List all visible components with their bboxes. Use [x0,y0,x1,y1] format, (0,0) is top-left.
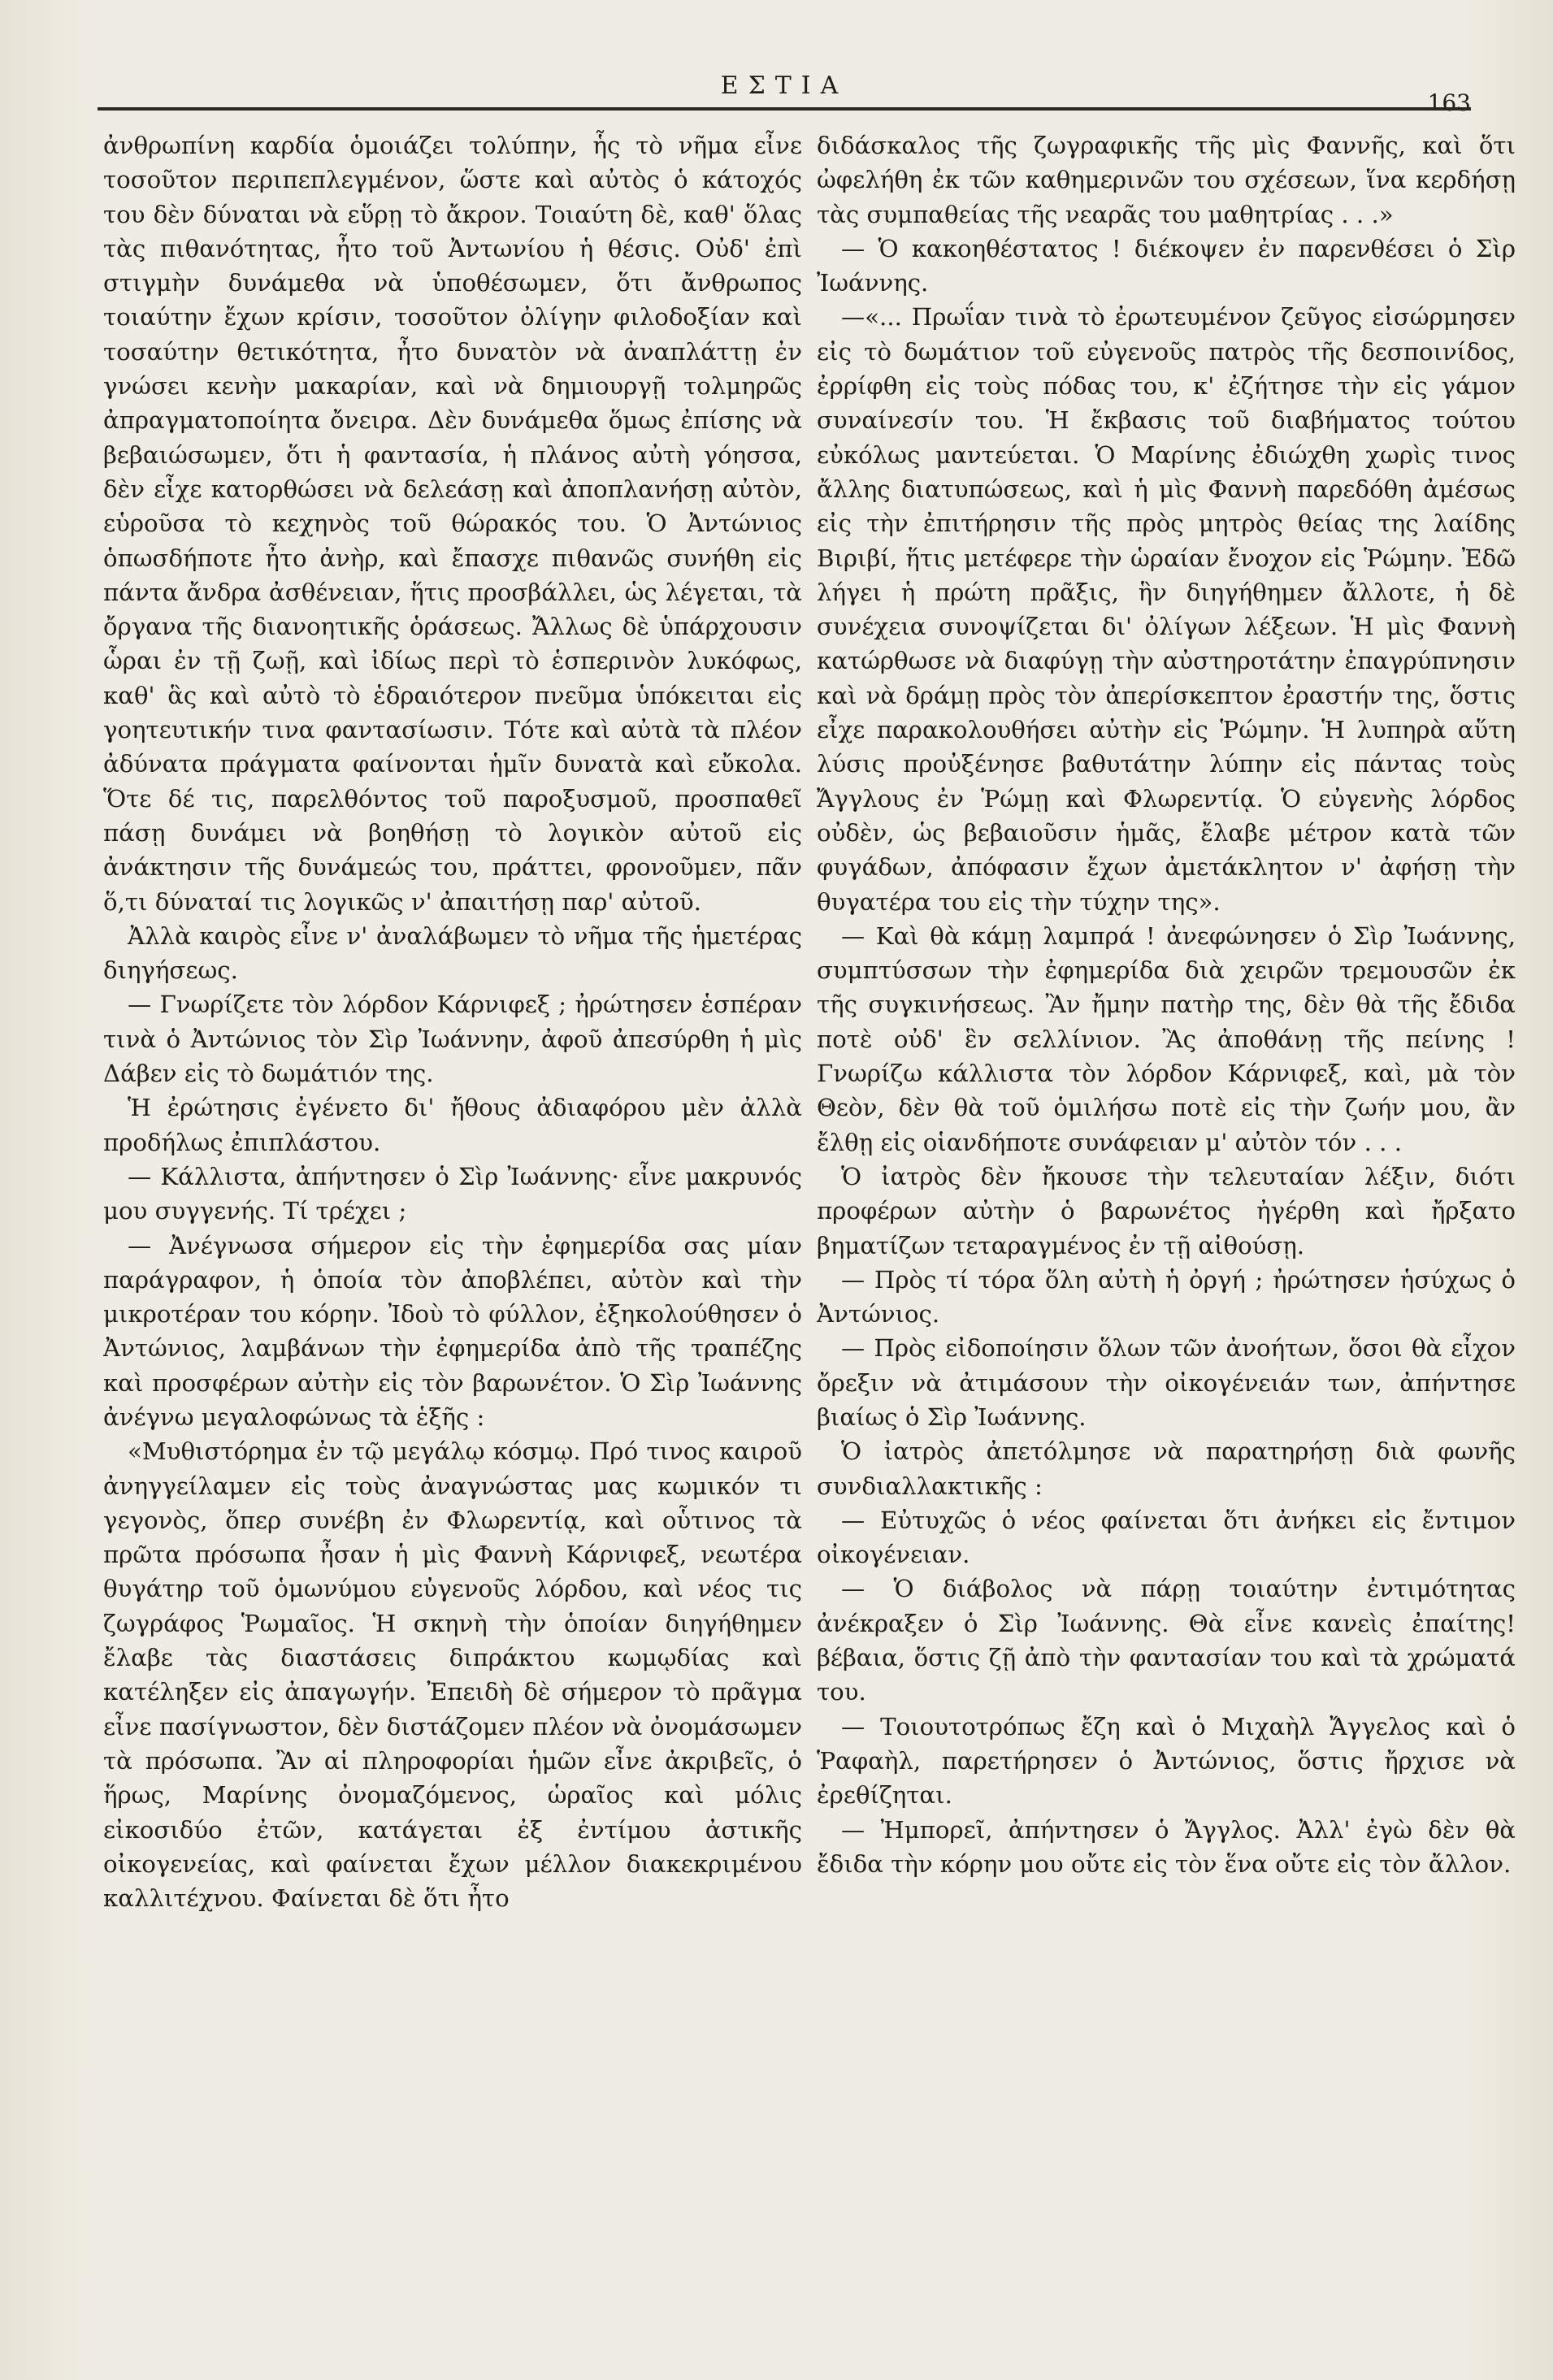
dialogue-paragraph: — Εὐτυχῶς ὁ νέος φαίνεται ὅτι ἀνήκει εἰς ἔντιμον οἰκογένειαν. [817,1506,1516,1569]
running-title: ΕΣΤΙΑ [720,72,848,100]
paragraph: Ὁ ἰατρὸς δὲν ἤκουσε τὴν τελευταίαν λέξιν, διότι προφέρων αὐτὴν ὁ βαρωνέτος ἠγέρθη καὶ ἤρξατο βηματίζων τεταραγμένος ἐν τῇ αἰθούσῃ. [817,1162,1516,1259]
dialogue-paragraph: — Ἠμπορεῖ, ἀπήντησεν ὁ Ἄγγλος. Ἀλλ' ἐγὼ δὲν θὰ ἔδιδα τὴν κόρην μου οὔτε εἰς τὸν ἕνα οὔτε εἰς τὸν ἄλλον. [817,1815,1516,1878]
paragraph: Ἡ ἐρώτησις ἐγένετο δι' ἤθους ἀδιαφόρου μὲν ἀλλὰ προδήλως ἐπιπλάστου. [103,1094,802,1156]
left-column [103,128,802,2355]
dialogue-paragraph: — Γνωρίζετε τὸν λόρδον Κάρνιφεξ ; ἠρώτησεν ἑσπέραν τινὰ ὁ Ἀντώνιος τὸν Σὶρ Ἰωάννην, ἀφοῦ ἀπεσύρθη ἡ μὶς Δάβεν εἰς τὸ δωμάτιόν της. [103,991,802,1088]
paragraph: Ἀλλὰ καιρὸς εἶνε ν' ἀναλάβωμεν τὸ νῆμα τῆς ἡμετέρας διηγήσεως. [103,921,802,985]
dialogue-paragraph: — Πρὸς εἰδοποίησιν ὅλων τῶν ἀνοήτων, ὅσοι θὰ εἶχον ὄρεξιν νὰ ἀτιμάσουν τὴν οἰκογένειάν των, ἀπήντησε βιαίως ὁ Σὶρ Ἰωάννης. [817,1334,1516,1431]
dialogue-paragraph: — Πρὸς τί τόρα ὅλη αὐτὴ ἡ ὀργή ; ἠρώτησεν ἡσύχως ὁ Ἀντώνιος. [817,1265,1516,1329]
page-number: 163 [1427,89,1471,116]
dialogue-paragraph: — Τοιουτοτρόπως ἔζη καὶ ὁ Μιχαὴλ Ἄγγελος καὶ ὁ Ῥαφαὴλ, παρετήρησεν ὁ Ἀντώνιος, ὅστις ἤρχισε νὰ ἐρεθίζηται. [817,1712,1516,1810]
dialogue-paragraph: — Ἀνέγνωσα σήμερον εἰς τὴν ἐφημερίδα σας μίαν παράγραφον, ἡ ὁποία τὸν ἀποβλέπει, αὐτὸν καὶ τὴν μικροτέραν του κόρην. Ἰδοὺ τὸ φύλλον, ἐξηκολούθησεν ὁ Ἀντώνιος, λαμβάνων τὴν ἐφημερίδα ἀπὸ τῆς τραπέζης καὶ προσφέρων αὐτὴν εἰς τὸν βαρωνέτον. Ὁ Σὶρ Ἰωάννης ἀνέγνω μεγαλοφώνως τὰ ἑξῆς : [103,1231,802,1431]
paragraph: Ὁ ἰατρὸς ἀπετόλμησε νὰ παρατηρήσῃ διὰ φωνῆς συνδιαλλακτικῆς : [817,1437,1516,1500]
dialogue-paragraph: — Ὁ κακοηθέστατος ! διέκοψεν ἐν παρενθέσει ὁ Σὶρ Ἰωάννης. [817,234,1516,297]
page-header [98,72,1471,120]
dialogue-paragraph: — Ὁ διάβολος νὰ πάρῃ τοιαύτην ἐντιμότητας ἀνέκραξεν ὁ Σὶρ Ἰωάννης. Θὰ εἶνε κανεὶς ἐπαίτης! βέβαια, ὅστις ζῇ ἀπὸ τὴν φαντασίαν του καὶ τὰ χρώματά του. [817,1575,1516,1706]
header-rule [98,107,1471,111]
paragraph: ἀνθρωπίνη καρδία ὁμοιάζει τολύπην, ἧς τὸ νῆμα εἶνε τοσοῦτον περιπεπλεγμένον, ὥστε καὶ αὐτὸς ὁ κάτοχός του δὲν δύναται νὰ εὕρῃ τὸ ἄκρον. Τοιαύτη δὲ, καθ' ὅλας τὰς πιθανότητας, ἦτο τοῦ Ἀντωνίου ἡ θέσις. Οὐδ' ἐπὶ στιγμὴν δυνάμεθα νὰ ὑποθέσωμεν, ὅτι ἄνθρωπος τοιαύτην ἔχων κρίσιν, τοσοῦτον ὀλίγην φιλοδοξίαν καὶ τοσαύτην θετικότητα, ἦτο δυνατὸν νὰ ἀναπλάττῃ ἐν γνώσει κενὴν μακαρίαν, καὶ νὰ δημιουργῇ τολμηρῶς ἀπραγματοποίητα ὄνειρα. Δὲν δυνάμεθα ὅμως ἐπίσης νὰ βεβαιώσωμεν, ὅτι ἡ φαντασία, ἡ πλάνος αὐτὴ γόησσα, δὲν εἶχε κατορθώσει νὰ δελεάσῃ καὶ ἀποπλανήσῃ αὐτὸν, εὑροῦσα τὸ κεχηνὸς τοῦ θώρακός του. Ὁ Ἀντώνιος ὁπωσδήποτε ἦτο ἀνὴρ, καὶ ἔπασχε πιθανῶς συνήθη εἰς πάντα ἄνδρα ἀσθένειαν, ἥτις προσβάλλει, ὡς λέγεται, τὰ ὄργανα τῆς διανοητικῆς ὁράσεως. Ἄλλως δὲ ὑπάρχουσιν ὧραι ἐν τῇ ζωῇ, καὶ ἰδίως περὶ τὸ ἑσπερινὸν λυκόφως, καθ' ἃς καὶ αὐτὸ τὸ ἑδραιότερον πνεῦμα ὑπόκειται εἰς γοητευτικήν τινα φαντασίωσιν. Τότε καὶ αὐτὰ τὰ πλέον ἀδύνατα πράγματα φαίνονται ἡμῖν δυνατὰ καὶ εὔκολα. Ὅτε δέ τις, παρελθόντος τοῦ παροξυσμοῦ, προσπαθεῖ πάσῃ δυνάμει νὰ βοηθήσῃ τὸ λογικὸν αὐτοῦ εἰς ἀνάκτησιν τῆς δυνάμεώς του, πράττει, φρονοῦμεν, πᾶν ὅ,τι δύναταί τις λογικῶς ν' ἀπαιτήσῃ παρ' αὐτοῦ. [103,132,802,916]
right-column [817,128,1516,2355]
dialogue-paragraph: — Κάλλιστα, ἀπήντησεν ὁ Σὶρ Ἰωάννης· εἶνε μακρυνός μου συγγενής. Τί τρέχει ; [103,1162,802,1225]
quoted-article-paragraph: —«... Πρωΐαν τινὰ τὸ ἐρωτευμένον ζεῦγος εἰσώρμησεν εἰς τὸ δωμάτιον τοῦ εὐγενοῦς πατρὸς τῆς δεσποινίδος, ἐρρίφθη εἰς τοὺς πόδας του, κ' ἐζήτησε τὴν εἰς γάμον συναίνεσίν του. Ἡ ἔκβασις τοῦ διαβήματος τούτου εὐκόλως μαντεύεται. Ὁ Μαρίνης ἐδιώχθη χωρὶς τινος ἄλλης διατυπώσεως, καὶ ἡ μὶς Φαννὴ παρεδόθη ἀμέσως εἰς τὴν ἐπιτήρησιν τῆς πρὸς μητρὸς θείας της λαίδης Βιριβί, ἥτις μετέφερε τὴν ὡραίαν ἔνοχον εἰς Ῥώμην. Ἐδῶ λήγει ἡ πρώτη πρᾶξις, ἣν διηγήθημεν ἄλλοτε, ἡ δὲ συνέχεια συνοψίζεται δι' ὀλίγων λέξεων. Ἡ μὶς Φαννὴ κατώρθωσε νὰ διαφύγῃ τὴν αὐστηροτάτην ἐπαγρύπνησιν καὶ νὰ δράμῃ πρὸς τὸν ἀπερίσκεπτον ἐραστήν της, ὅστις εἶχε παρακολουθήσει αὐτὴν εἰς Ῥώμην. Ἡ λυπηρὰ αὕτη λύσις προὐξένησε βαθυτάτην λύπην εἰς πάντας τοὺς Ἄγγλους ἐν Ῥώμῃ καὶ Φλωρεντίᾳ. Ὁ εὐγενὴς λόρδος οὐδὲν, ὡς βεβαιοῦσιν ἡμᾶς, ἔλαβε μέτρον κατὰ τῶν φυγάδων, ἀπόφασιν ἔχων ἀμετάκλητον ν' ἀφήσῃ τὴν θυγατέρα του εἰς τὴν τύχην της». [817,303,1516,916]
dialogue-paragraph: — Καὶ θὰ κάμῃ λαμπρά ! ἀνεφώνησεν ὁ Σὶρ Ἰωάννης, συμπτύσσων τὴν ἐφημερίδα διὰ χειρῶν τρεμουσῶν ἐκ τῆς συγκινήσεως. Ἂν ἤμην πατὴρ της, δὲν θὰ τῆς ἔδιδα ποτὲ οὐδ' ἓν σελλίνιον. Ἂς ἀποθάνῃ τῆς πείνης ! Γνωρίζω κάλλιστα τὸν λόρδον Κάρνιφεξ, καὶ, μὰ τὸν Θεὸν, δὲν θὰ τοῦ ὁμιλήσω ποτὲ εἰς τὴν ζωήν μου, ἂν ἔλθῃ εἰς οἱανδήποτε συνάφειαν μ' αὐτὸν τόν . . . [817,921,1516,1156]
quoted-article-paragraph: «Μυθιστόρημα ἐν τῷ μεγάλῳ κόσμῳ. Πρό τινος καιροῦ ἀνηγγείλαμεν εἰς τοὺς ἀναγνώστας μας κωμικόν τι γεγονὸς, ὅπερ συνέβη ἐν Φλωρεντίᾳ, καὶ οὗτινος τὰ πρῶτα πρόσωπα ἦσαν ἡ μὶς Φαννὴ Κάρνιφεξ, νεωτέρα θυγάτηρ τοῦ ὁμωνύμου εὐγενοῦς λόρδου, καὶ νέος τις ζωγράφος Ῥωμαῖος. Ἡ σκηνὴ τὴν ὁποίαν διηγήθημεν ἔλαβε τὰς διαστάσεις διπράκτου κωμῳδίας καὶ κατέληξεν εἰς ἀπαγωγήν. Ἐπειδὴ δὲ σήμερον τὸ πρᾶγμα εἶνε πασίγνωστον, δὲν διστάζομεν πλέον νὰ ὀνομάσωμεν τὰ πρόσωπα. Ἂν αἱ πληροφορίαι ἡμῶν εἶνε ἀκριβεῖς, ὁ ἥρως, Μαρίνης ὀνομαζόμενος, ὡραῖος καὶ μόλις εἰκοσιδύο ἐτῶν, κατάγεται ἐξ ἐντίμου ἀστικῆς οἰκογενείας, καὶ φαίνεται ἔχων μέλλον διακεκριμένου καλλιτέχνου. Φαίνεται δὲ ὅτι ἦτο [103,1437,802,1913]
quoted-article-paragraph: διδάσκαλος τῆς ζωγραφικῆς τῆς μὶς Φαννῆς, καὶ ὅτι ὠφελήθη ἐκ τῶν καθημερινῶν του σχέσεων, ἵνα κερδήσῃ τὰς συμπαθείας τῆς νεαρᾶς του μαθητρίας . . .» [817,132,1516,228]
